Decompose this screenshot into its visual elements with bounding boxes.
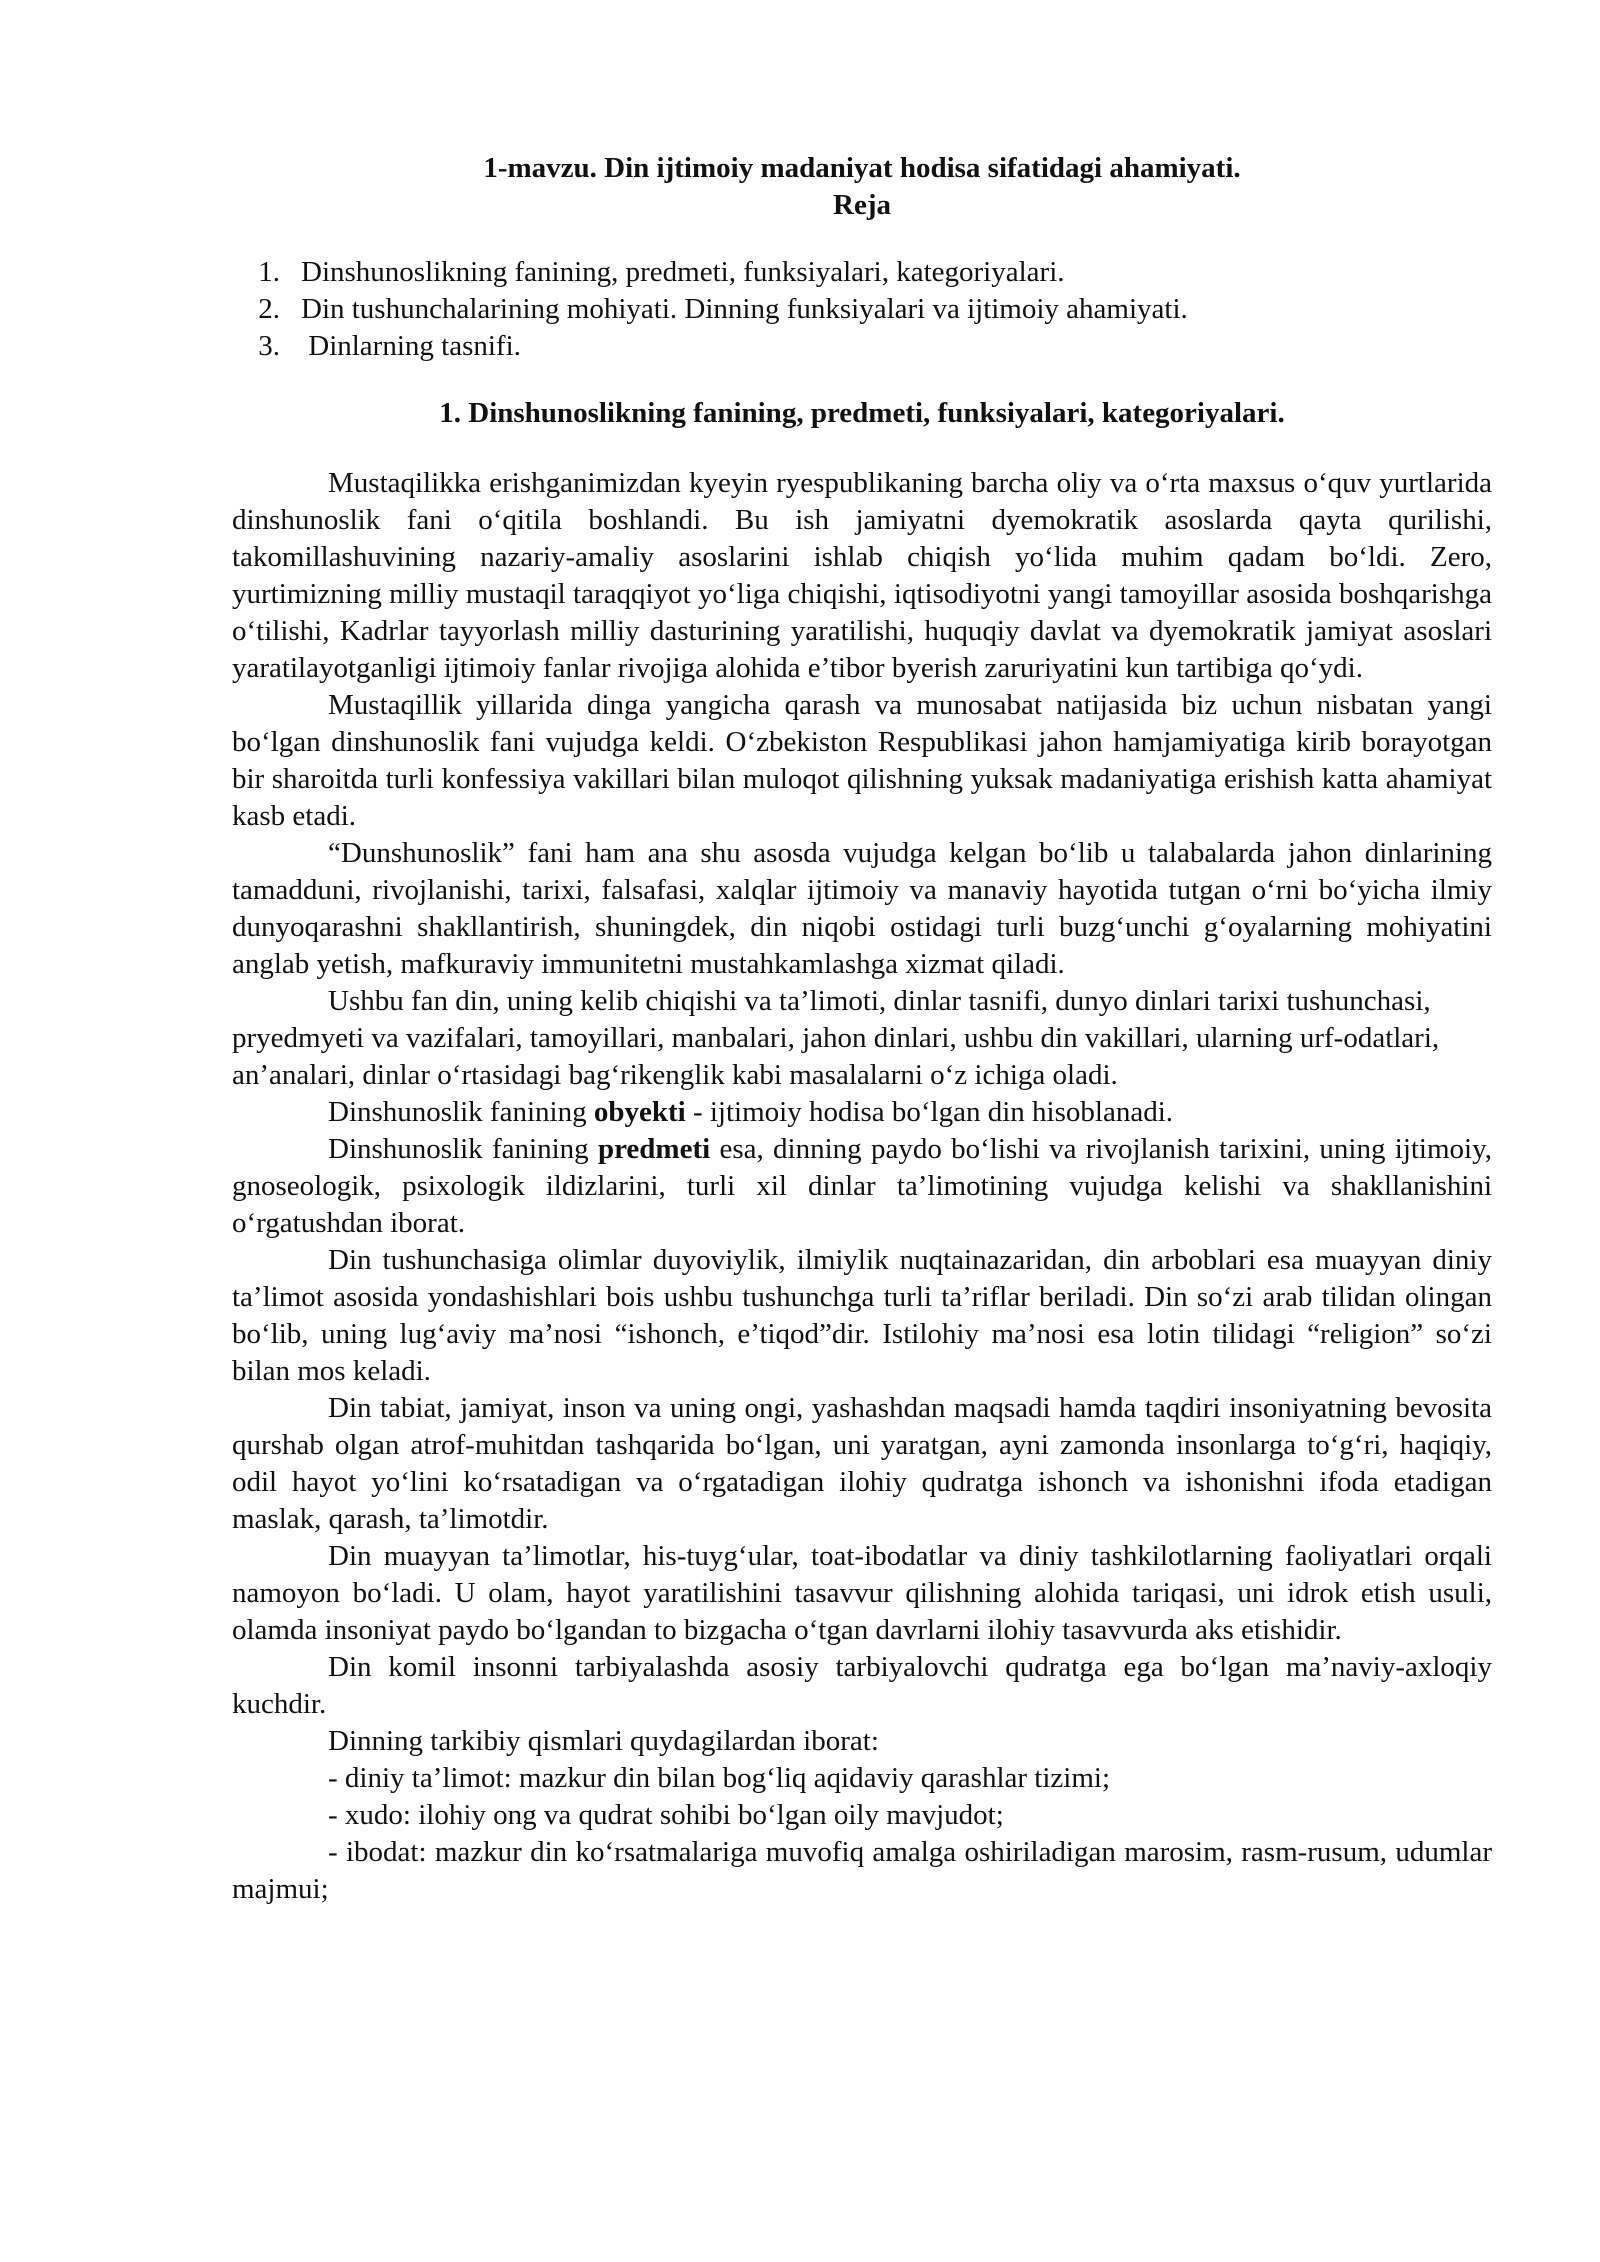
paragraph: Mustaqilikka erishganimizdan kyeyin ryespublikaning barcha oliy va o‘rta maxsus o‘quv yurtlarida dinshunoslik fani o‘qitila boshlandi. Bu ish jamiyatni dyemokratik asoslarda qayta qurilishi, takomillashuvining nazariy-amaliy asoslarini ishlab chiqish yo‘lida muhim qadam bo‘ldi. Zero, yurtimizning milliy mustaqil taraqqiyot yo‘liga chiqishi, iqtisodiyotni yangi tamoyillar asosida boshqarishga o‘tilishi, Kadrlar tayyorlash milliy dasturining yaratilishi, huquqiy davlat va dyemokratik jamiyat asoslari yaratilayotganligi ijtimoiy fanlar rivojiga alohida e’tibor byerish zaruriyatini kun tartibiga qo‘ydi. [232, 467, 1492, 684]
object-paragraph [232, 1094, 1492, 1131]
paragraph: Mustaqillik yillarida dinga yangicha qarash va munosabat natijasida biz uchun nisbatan yangi bo‘lgan dinshunoslik fani vujudga keldi. O‘zbekiston Respublikasi jahon hamjamiyatiga kirib borayotgan bir sharoitda turli konfessiya vakillari bilan muloqot qilishning yuksak madaniyatiga erishish katta ahamiyat kasb etadi. [232, 689, 1492, 832]
plan-item-number: 3. [258, 330, 280, 362]
document-title: 1-mavzu. Din ijtimoiy madaniyat hodisa sifatidagi ahamiyati. [483, 152, 1241, 184]
paragraph: Din komil insonni tarbiyalashda asosiy tarbiyalovchi qudratga ega bo‘lgan ma’naviy-axloqiy kuchdir. [232, 1651, 1492, 1720]
plan-item [232, 291, 1492, 328]
paragraph: Din tabiat, jamiyat, inson va uning ongi, yashashdan maqsadi hamda taqdiri insoniyatning bevosita qurshab olgan atrof-muhitdan tashqarida bo‘lgan, uni yaratgan, ayni zamonda insonlarga to‘g‘ri, haqiqiy, odil hayot yo‘lini ko‘rsatadigan va o‘rgatadigan ilohiy qudratga ishonch va ishonishni ifoda etadigan maslak, qarash, ta’limotdir. [232, 1392, 1492, 1535]
document-page [232, 150, 1492, 1908]
paragraph: Din tushunchasiga olimlar duyoviylik, ilmiylik nuqtainazaridan, din arboblari esa muayyan diniy ta’limot asosida yondashishlari bois ushbu tushunchga turli ta’riflar beriladi. Din so‘zi arab tilidan olingan bo‘lib, uning lug‘aviy ma’nosi “ishonch, e’tiqod”dir. Istilohiy ma’nosi esa lotin tilidagi “religion” so‘zi bilan mos keladi. [232, 1244, 1492, 1387]
plan-item-number: 1. [258, 256, 280, 288]
plan-item [232, 254, 1492, 291]
object-term: obyekti [593, 1096, 686, 1128]
plan-list [232, 254, 1492, 365]
component-item: - diniy ta’limot: mazkur din bilan bog‘liq aqidaviy qarashlar tizimi; [328, 1762, 1111, 1794]
subject-paragraph [232, 1131, 1492, 1242]
object-text-before: Dinshunoslik fanining [328, 1096, 594, 1128]
plan-item [232, 328, 1492, 365]
section-heading: 1. Dinshunoslikning fanining, predmeti, funksiyalari, kategoriyalari. [439, 397, 1285, 429]
plan-item-text: Din tushunchalarining mohiyati. Dinning funksiyalari va ijtimoiy ahamiyati. [301, 293, 1188, 325]
plan-heading: Reja [833, 189, 891, 221]
document-body [232, 465, 1492, 1908]
component-item: - xudo: ilohiy ong va qudrat sohibi bo‘lgan oily mavjudot; [328, 1799, 1004, 1831]
subject-term: predmeti [597, 1133, 711, 1165]
subject-text-after: esa, dinning paydo bo‘lishi va rivojlanish tarixini, uning ijtimoiy, gnoseologik, psixologik ildizlarini, turli xil dinlar ta’limotining vujudga kelishi va shakllanishini o‘rgatushdan iborat. [232, 1133, 1492, 1239]
object-text-after: - ijtimoiy hodisa bo‘lgan din hisoblanadi. [685, 1096, 1173, 1128]
paragraph: Dinning tarkibiy qismlari quydagilardan iborat: [328, 1725, 879, 1757]
paragraph: Ushbu fan din, uning kelib chiqishi va ta’limoti, dinlar tasnifi, dunyo dinlari tarixi tushunchasi, pryedmyeti va vazifalari, tamoyillari, manbalari, jahon dinlari, ushbu din vakillari, ularning urf-odatlari, an’analari, dinlar o‘rtasidagi bag‘rikenglik kabi masalalarni o‘z ichiga oladi. [232, 985, 1440, 1091]
plan-item-number: 2. [258, 293, 280, 325]
plan-item-text: Dinshunoslikning fanining, predmeti, funksiyalari, kategoriyalari. [301, 256, 1065, 288]
plan-item-text: Dinlarning tasnifi. [301, 330, 521, 362]
paragraph: “Dunshunoslik” fani ham ana shu asosda vujudga kelgan bo‘lib u talabalarda jahon dinlarining tamadduni, rivojlanishi, tarixi, falsafasi, xalqlar ijtimoiy va manaviy hayotida tutgan o‘rni bo‘yicha ilmiy dunyoqarashni shakllantirish, shuningdek, din niqobi ostidagi turli buzg‘unchi g‘oyalarning mohiyatini anglab yetish, mafkuraviy immunitetni mustahkamlashga xizmat qiladi. [232, 837, 1492, 980]
component-item: - ibodat: mazkur din ko‘rsatmalariga muvofiq amalga oshiriladigan marosim, rasm-rusum, udumlar majmui; [232, 1836, 1492, 1905]
subject-text-before: Dinshunoslik fanining [328, 1133, 598, 1165]
paragraph: Din muayyan ta’limotlar, his-tuyg‘ular, toat-ibodatlar va diniy tashkilotlarning faoliyatlari orqali namoyon bo‘ladi. U olam, hayot yaratilishini tasavvur qilishning alohida tariqasi, uni idrok etish usuli, olamda insoniyat paydo bo‘lgandan to bizgacha o‘tgan davrlarni ilohiy tasavvurda aks etishidir. [232, 1540, 1492, 1646]
